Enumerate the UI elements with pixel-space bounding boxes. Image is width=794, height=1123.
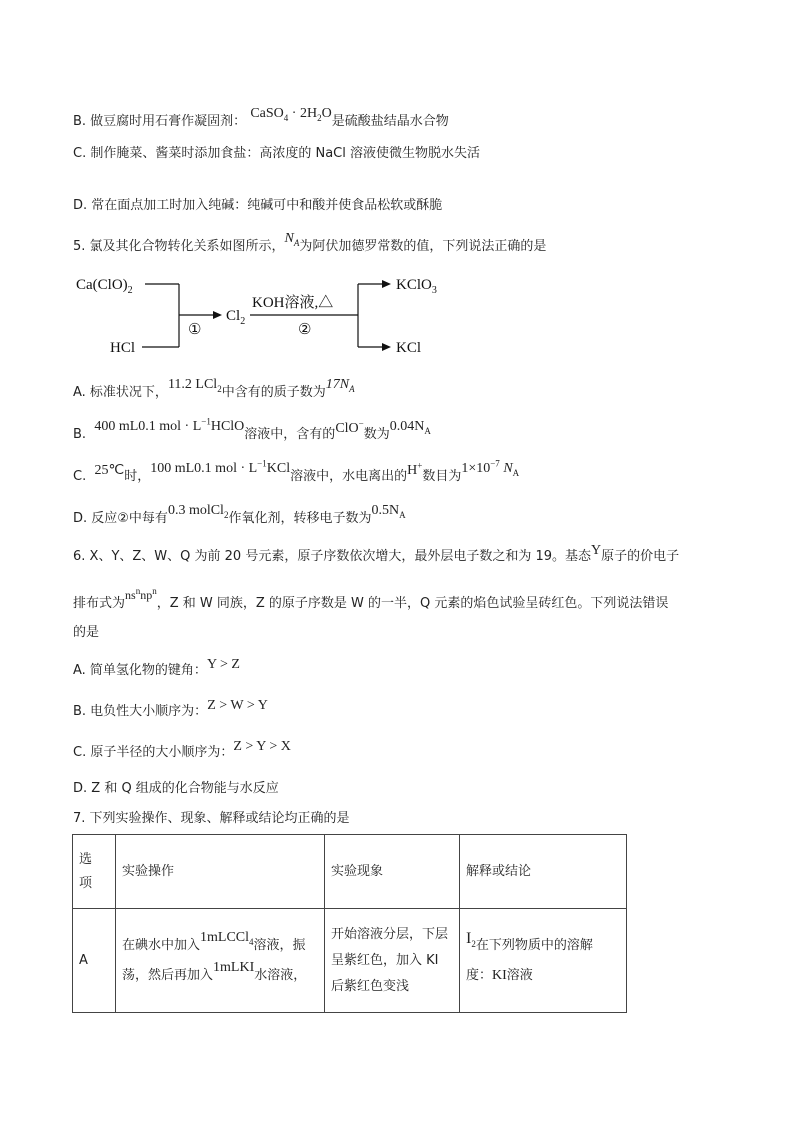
- header-option-2: 项: [79, 875, 93, 891]
- chlorine-conversion-diagram: [70, 270, 470, 365]
- formula-sub: A: [399, 509, 406, 520]
- experiment-table: [72, 834, 627, 1013]
- arrowhead-kcl: [382, 343, 391, 351]
- opt-pre: A. 标准状况下，: [73, 385, 168, 400]
- q6-option-b: [73, 698, 268, 721]
- formula-sub: 4: [283, 112, 289, 123]
- formula: [168, 503, 229, 518]
- opt-mid: 中含有的质子数为: [221, 385, 326, 400]
- q5-option-b: [73, 416, 431, 444]
- na-sub: A: [293, 237, 300, 248]
- formula-part: 400 mL0.1 mol · L: [94, 419, 202, 434]
- na-symbol: [285, 231, 300, 246]
- opt-pre: B. 电负性大小顺序为：: [73, 704, 208, 719]
- opt-mid: 溶液中，含有的: [244, 427, 336, 442]
- arrowhead-kclo3: [382, 280, 391, 288]
- option-c-line: C. 制作腌菜、酱菜时添加食盐：高浓度的 NaCl 溶液使微生物脱水失活: [73, 146, 480, 161]
- opt-pre: B.: [73, 427, 87, 442]
- conc-line-2: [466, 961, 620, 991]
- formula: [94, 416, 245, 434]
- q5-option-d: [73, 503, 406, 528]
- cell-text: 荡，然后再加入: [122, 967, 214, 983]
- q6-option-d: D. Z 和 Q 组成的化合物能与水反应: [73, 781, 279, 796]
- q5-stem-pre: 5. 氯及其化合物转化关系如图所示，: [73, 239, 285, 254]
- cell-text: 开始溶液分层，下层: [331, 926, 449, 942]
- op-line-1: [122, 931, 318, 961]
- q6-option-a: [73, 657, 240, 680]
- formula-sub: 4: [249, 936, 254, 947]
- formula-sup: +: [417, 460, 423, 471]
- na-letter: N: [284, 231, 294, 246]
- option-b-label: B. 做豆腐时用石膏作凝固剂：: [73, 114, 247, 129]
- formula-sub: A: [424, 425, 431, 436]
- formula-sub: 2: [223, 509, 229, 520]
- q6-stem-line1: [73, 543, 680, 566]
- header-phenomenon: 实验现象: [325, 835, 460, 909]
- formula: [326, 377, 355, 392]
- formula-part: 11.2 LCl: [167, 377, 218, 392]
- option-d-line: D. 常在面点加工时加入纯碱：纯碱可中和酸并使食品松软或酥脆: [73, 198, 443, 213]
- opt-pre: C. 原子半径的大小顺序为：: [73, 745, 234, 760]
- opt-mid: 时，: [124, 469, 151, 484]
- formula-sub: 2: [317, 112, 322, 123]
- formula-sup: −: [358, 418, 364, 429]
- node-kcl: KCl: [396, 340, 422, 356]
- op-line-2: [122, 961, 318, 991]
- step-2-label: ②: [298, 322, 312, 338]
- node-kclo3: KClO$_3$: [396, 277, 437, 296]
- formula-part: KCl: [266, 461, 291, 476]
- arrowhead-1: [213, 311, 222, 319]
- header-conclusion: 解释或结论: [460, 835, 627, 909]
- formula-part: 0.5N: [371, 503, 400, 518]
- formula-part: 100 mL0.1 mol · L: [150, 461, 258, 476]
- q6-text: 排布式为: [73, 596, 126, 611]
- cell-conclusion: [460, 909, 627, 1013]
- formula-sub: A: [512, 467, 520, 478]
- formula: KI: [492, 968, 507, 983]
- q5-stem-post: 为阿伏加德罗常数的值，下列说法正确的是: [299, 239, 547, 254]
- q5-option-c: [73, 458, 520, 486]
- formula-sub: A: [349, 383, 355, 394]
- node-cl2: $Cl_2$: [226, 308, 246, 327]
- formula-sup: −1: [257, 458, 267, 469]
- q7-stem: 7. 下列实验操作、现象、解释或结论均正确的是: [73, 811, 350, 826]
- formula-sub: 2: [471, 938, 476, 949]
- formula-part: I: [466, 930, 472, 947]
- formula-sub: 2: [217, 383, 222, 394]
- opt-mid: 数为: [363, 427, 390, 442]
- formula-part: N: [503, 461, 513, 476]
- cell-text: 在下列物质中的溶解: [475, 938, 593, 953]
- table-header-row: [73, 835, 627, 909]
- config-part: np: [140, 588, 153, 602]
- formula-part: ClO: [335, 421, 359, 436]
- q6-stem-line3: 的是: [73, 625, 100, 640]
- q6-text: 6. X、Y、Z、W、Q 为前 20 号元素，原子序数依次增大，最外层电子数之和为 19。基态: [73, 549, 591, 564]
- formula: [407, 460, 423, 478]
- header-option: [73, 835, 116, 909]
- formula: [168, 377, 222, 392]
- cell-text: 在碘水中加入: [122, 937, 201, 953]
- formula: [466, 932, 476, 947]
- q6-stem-line2: [73, 586, 669, 613]
- q5-option-a: [73, 377, 355, 402]
- config-sup: n: [152, 586, 157, 596]
- option-b-line: [73, 106, 449, 131]
- formula-part: 1×10: [461, 461, 491, 476]
- formula: [461, 458, 520, 478]
- formula-part: O: [321, 106, 332, 121]
- comparison-expr: Z > W > Y: [207, 698, 268, 713]
- formula: [335, 418, 364, 436]
- formula-part: HClO: [210, 419, 245, 434]
- config-part: ns: [125, 588, 136, 602]
- option-b-tail: 是硫酸盐结晶水合物: [331, 114, 449, 129]
- table-row: [73, 909, 627, 1013]
- opt-mid: 数目为: [422, 469, 462, 484]
- electron-config: [125, 588, 157, 602]
- temperature: 25℃: [94, 463, 125, 478]
- step-1-label: ①: [188, 322, 202, 338]
- header-operation: 实验操作: [116, 835, 325, 909]
- conc-line-1: [466, 930, 620, 961]
- cell-text: 度：: [466, 968, 493, 983]
- formula-part: · 2H: [288, 106, 318, 121]
- comparison-expr: Z > Y > X: [233, 739, 291, 754]
- formula-part: 0.3 molCl: [167, 503, 224, 518]
- koh-condition-label: KOH溶液,△: [252, 295, 334, 311]
- opt-mid: 溶液中，水电离出的: [290, 469, 408, 484]
- cell-text: 水溶液，: [254, 967, 307, 983]
- q6-option-c: [73, 739, 291, 762]
- config-sup: n: [135, 586, 141, 596]
- formula-part: CaSO: [250, 106, 284, 121]
- node-hcl: HCl: [110, 340, 136, 356]
- formula: [200, 930, 254, 945]
- comparison-expr: Y > Z: [206, 657, 240, 672]
- cell-operation: [116, 909, 325, 1013]
- formula-caso4: [250, 106, 331, 121]
- formula-sup: −1: [201, 416, 211, 427]
- header-option-1: 选: [79, 851, 93, 867]
- cell-text: 后紫红色变浅: [331, 978, 410, 994]
- cell-text: 溶液: [506, 968, 533, 983]
- q6-text: ，Z 和 W 同族，Z 的原子序数是 W 的一半，Q 元素的焰色试验呈砖红色。下列说法错误: [156, 596, 669, 611]
- formula: 1mLKI: [213, 959, 255, 975]
- formula-part: 17N: [325, 377, 350, 392]
- cell-phenomenon: [325, 909, 460, 1013]
- cell-text: 呈紫红色，加入 KI: [331, 952, 439, 968]
- opt-mid: 作氧化剂，转移电子数为: [228, 511, 372, 526]
- node-ca-clo2: $Ca(ClO)_2$: [76, 277, 133, 296]
- formula-sup: −7: [490, 458, 500, 469]
- opt-pre: C.: [73, 469, 87, 484]
- formula-part: H: [407, 463, 418, 478]
- q5-stem: [73, 231, 547, 256]
- formula-part: 1mLCCl: [200, 929, 250, 945]
- element-y: Y: [591, 543, 602, 558]
- opt-pre: D. 反应②中每有: [73, 511, 168, 526]
- formula: [371, 503, 405, 518]
- formula-part: 0.04N: [389, 419, 425, 434]
- opt-pre: A. 简单氢化物的键角：: [73, 663, 207, 678]
- formula: [150, 458, 291, 476]
- q6-text: 原子的价电子: [601, 549, 680, 564]
- cell-option: A: [73, 909, 116, 1013]
- cell-text: 溶液，振: [253, 937, 306, 953]
- formula: [390, 419, 431, 434]
